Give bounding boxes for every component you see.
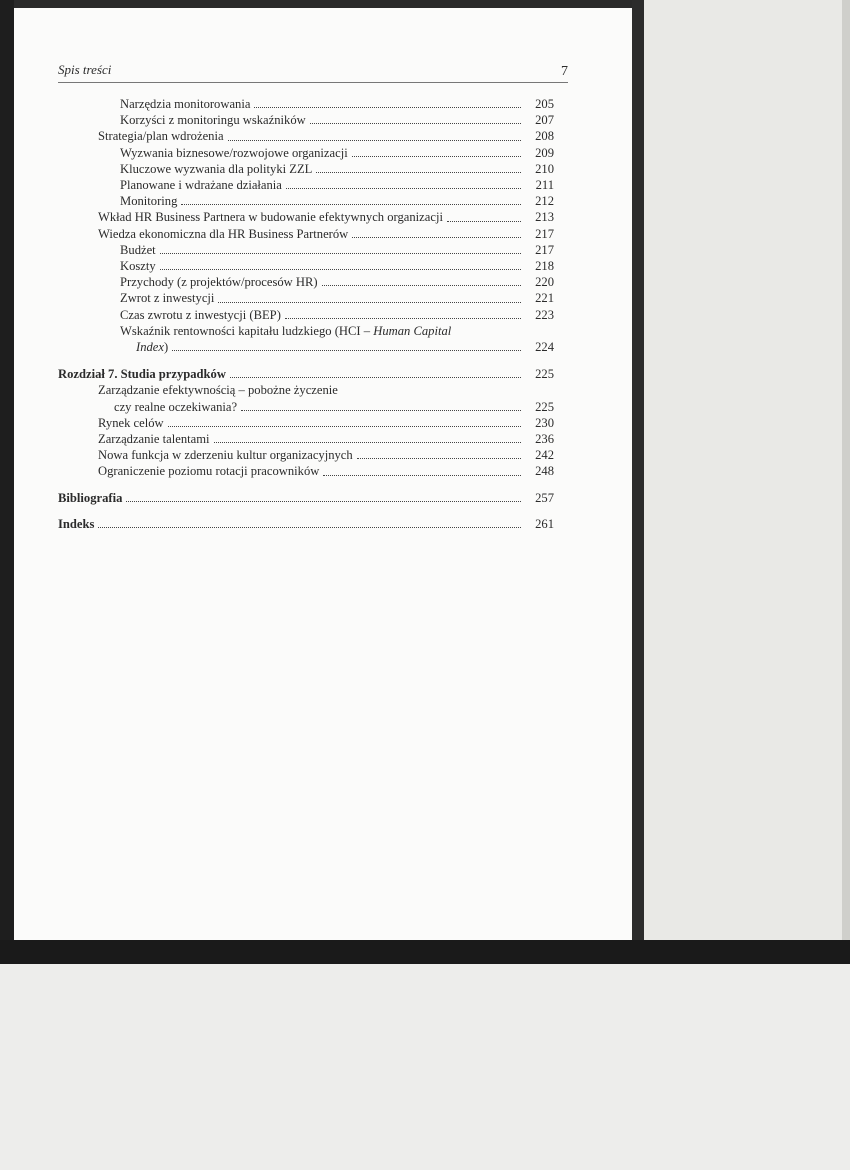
toc-leader — [160, 268, 521, 270]
toc-entry-label: Wiedza ekonomiczna dla HR Business Partnerów — [98, 226, 349, 241]
toc-entry — [58, 128, 554, 144]
scan-bottom-border — [0, 940, 850, 964]
toc-entry-page: 225 — [535, 367, 554, 382]
toc-entry — [58, 226, 554, 242]
toc-entry-label-continued — [136, 339, 168, 355]
toc-entry-label: Kluczowe wyzwania dla polityki ZZL — [120, 161, 313, 176]
toc-entry — [58, 209, 554, 225]
toc-entry-page: 210 — [535, 161, 554, 176]
book-page — [14, 8, 632, 940]
toc-entry-page: 225 — [535, 399, 554, 414]
toc-entry-label-continued: czy realne oczekiwania? — [114, 399, 238, 414]
toc-entry-label: Zwrot z inwestycji — [120, 291, 215, 306]
toc-entry-label: Planowane i wdrażane działania — [120, 178, 282, 193]
facing-page — [644, 0, 850, 960]
toc-entry-label: Ograniczenie poziomu rotacji pracowników — [98, 464, 320, 479]
toc-leader — [352, 155, 521, 157]
toc-entry-first-line — [58, 323, 554, 339]
toc-entry-page: 207 — [535, 113, 554, 128]
toc-entry-label: Budżet — [120, 242, 156, 257]
book-gutter — [632, 0, 644, 960]
toc-entry-page: 217 — [535, 226, 554, 241]
toc-entry-first-line: Zarządzanie efektywnością – pobożne życzenie — [98, 383, 338, 398]
toc-leader — [228, 139, 521, 141]
toc-entry-label: Strategia/plan wdrożenia — [98, 129, 224, 144]
toc-entry — [58, 242, 554, 258]
toc-entry-page: 217 — [535, 242, 554, 257]
toc-leader — [322, 284, 521, 286]
toc-entry-label: Czas zwrotu z inwestycji (BEP) — [120, 307, 281, 322]
toc-entry-page: 211 — [535, 178, 554, 193]
toc-leader — [98, 526, 521, 528]
toc-entry-label: Korzyści z monitoringu wskaźników — [120, 113, 306, 128]
toc-leader — [241, 409, 521, 411]
toc-leader — [218, 301, 521, 303]
toc-entry-page: 261 — [535, 516, 554, 531]
toc-entry-page: 242 — [535, 448, 554, 463]
toc-leader — [168, 425, 521, 427]
toc-entry-label: Wskaźnik rentowności kapitału ludzkiego (HCI – — [120, 323, 374, 338]
toc-leader — [160, 252, 521, 254]
toc-entry-label: ) — [163, 340, 169, 355]
toc-entry — [58, 290, 554, 306]
toc-leader — [447, 220, 521, 222]
toc-entry — [58, 112, 554, 128]
toc-entry — [58, 96, 554, 112]
toc-entry-page: 220 — [535, 275, 554, 290]
toc-entry-label: Wyzwania biznesowe/rozwojowe organizacji — [120, 145, 348, 160]
toc-chapter — [58, 516, 554, 532]
toc-entry-page: 209 — [535, 145, 554, 160]
toc-leader — [126, 500, 521, 502]
toc-leader — [285, 317, 521, 319]
toc-entry-label: Zarządzanie talentami — [98, 432, 210, 447]
toc-entry-page: 212 — [535, 194, 554, 209]
table-of-contents — [58, 96, 554, 532]
toc-entry-label: Narzędzia monitorowania — [120, 97, 251, 111]
running-title: Spis treści — [58, 62, 112, 77]
toc-entry — [58, 177, 554, 193]
toc-chapter-label: Bibliografia — [58, 490, 123, 505]
toc-entry — [58, 274, 554, 290]
toc-entry-page: 208 — [535, 129, 554, 144]
toc-entry-page: 223 — [535, 307, 554, 322]
toc-entry — [58, 399, 554, 415]
toc-entry-page: 218 — [535, 259, 554, 274]
scan-left-border — [0, 0, 14, 950]
toc-entry — [58, 415, 554, 431]
toc-leader — [316, 171, 521, 173]
running-head — [58, 54, 568, 83]
toc-entry-label-italic: Index — [136, 340, 164, 355]
toc-leader — [214, 441, 521, 443]
toc-chapter — [58, 490, 554, 506]
toc-entry-page: 236 — [535, 432, 554, 447]
toc-entry — [58, 258, 554, 274]
toc-entry — [58, 307, 554, 323]
toc-entry-page: 221 — [535, 291, 554, 306]
toc-entry-page: 230 — [535, 415, 554, 430]
toc-chapter-label: Rozdział 7. Studia przypadków — [58, 367, 226, 382]
toc-leader — [254, 106, 521, 108]
toc-entry — [58, 447, 554, 463]
toc-leader — [357, 457, 521, 459]
toc-entry-page: 248 — [535, 464, 554, 479]
toc-entry-label: Koszty — [120, 259, 156, 274]
toc-entry — [58, 463, 554, 479]
toc-entry-page: 257 — [535, 490, 554, 505]
toc-entry-label: Nowa funkcja w zderzeniu kultur organizacyjnych — [98, 448, 353, 463]
toc-leader — [230, 376, 521, 378]
toc-entry-page: 224 — [535, 340, 554, 355]
page-number: 7 — [561, 64, 568, 79]
toc-chapter-label: Indeks — [58, 516, 95, 531]
toc-entry-label-italic: Human Capital — [373, 323, 452, 338]
toc-entry — [58, 431, 554, 447]
toc-leader — [310, 122, 521, 124]
toc-entry-label: Rynek celów — [98, 415, 164, 430]
toc-entry-page: 205 — [535, 97, 554, 111]
toc-entry — [58, 161, 554, 177]
toc-leader — [286, 187, 521, 189]
toc-entry-label: Monitoring — [120, 194, 178, 209]
toc-leader — [172, 349, 521, 351]
toc-entry-page: 213 — [535, 210, 554, 225]
toc-entry — [58, 339, 554, 355]
toc-leader — [352, 236, 521, 238]
toc-entry — [58, 145, 554, 161]
toc-entry-label: Wkład HR Business Partnera w budowanie efektywnych organizacji — [98, 210, 443, 225]
toc-entry-label: Przychody (z projektów/procesów HR) — [120, 275, 318, 290]
toc-leader — [323, 474, 521, 476]
toc-chapter — [58, 366, 554, 382]
underlying-sheet — [0, 964, 850, 1170]
toc-entry — [58, 193, 554, 209]
toc-leader — [181, 203, 521, 205]
